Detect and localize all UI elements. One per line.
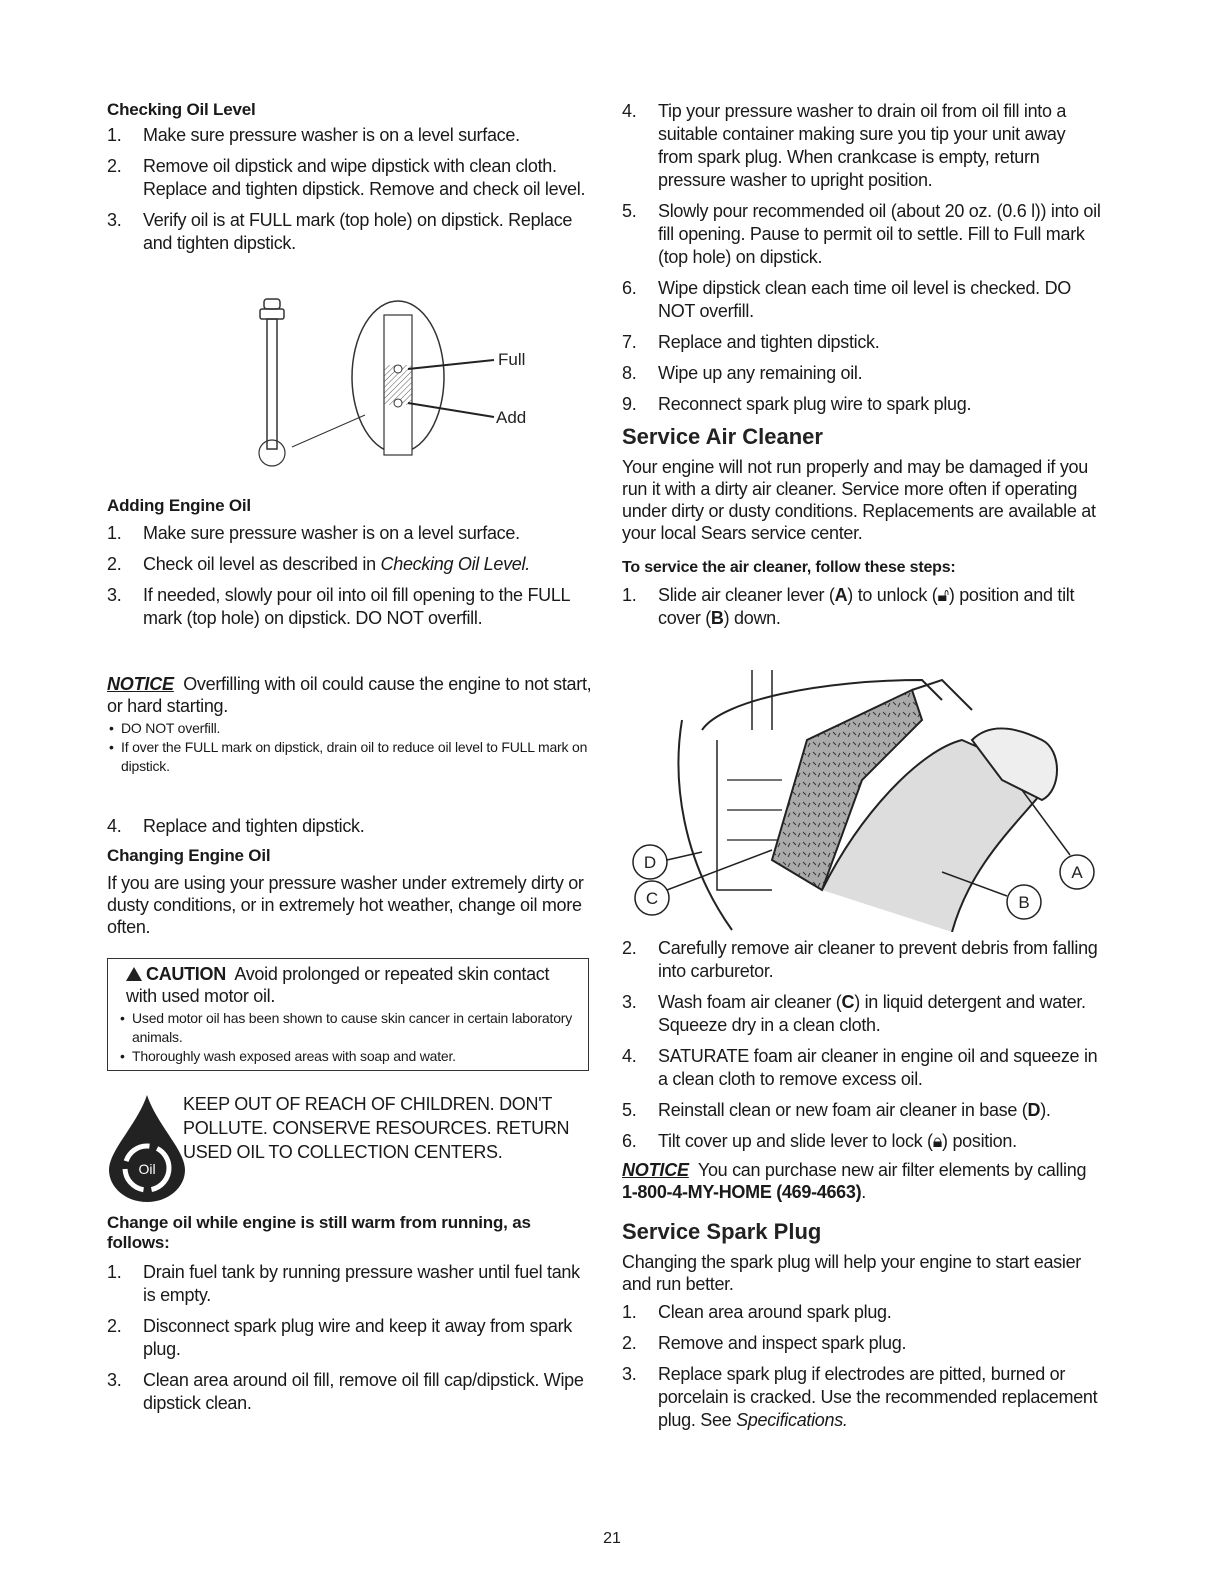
cross-reference: Specifications. (736, 1410, 848, 1430)
notice-section (107, 673, 592, 776)
step-number: 3. (107, 585, 122, 605)
warm-change-section (107, 1213, 592, 1423)
step-text: Replace and tighten dipstick. (143, 816, 365, 836)
caution-box (107, 958, 589, 1071)
add-label: Add (496, 408, 527, 427)
notice-label: NOTICE (622, 1160, 689, 1180)
step-text: Tilt cover up and slide lever to lock ( (658, 1131, 933, 1151)
full-label: Full (498, 350, 526, 369)
step-text: Slide air cleaner lever ( (658, 585, 835, 605)
list-item (622, 1332, 1104, 1355)
phone-number: 1-800-4-MY-HOME (469-4663) (622, 1182, 862, 1202)
notice-period: . (861, 1182, 866, 1202)
checking-steps (107, 124, 592, 255)
step-text: Reinstall clean or new foam air cleaner in base ( (658, 1100, 1028, 1120)
step-number: 1. (622, 1302, 637, 1322)
base-outline (679, 720, 732, 930)
step-number: 8. (622, 363, 637, 383)
part-ref-d: D (1027, 1100, 1041, 1120)
step-text: ). (1040, 1100, 1051, 1120)
step-text: Reconnect spark plug wire to spark plug. (658, 394, 972, 414)
cross-reference: Checking Oil Level. (380, 554, 530, 574)
step-number: 1. (107, 523, 122, 543)
list-item (622, 100, 1104, 192)
recycle-message (183, 1092, 583, 1164)
list-item (622, 1363, 1104, 1432)
changing-section (107, 815, 592, 938)
callout-b-label: B (1018, 893, 1030, 912)
list-item (107, 1315, 592, 1361)
step-text: Carefully remove air cleaner to prevent debris from falling into carburetor. (658, 938, 1098, 981)
step-number: 6. (622, 278, 637, 298)
list-item (622, 331, 1104, 354)
step-number: 4. (107, 816, 122, 836)
caution-bullets (118, 1009, 580, 1066)
step-text: Slowly pour recommended oil (about 20 oz. (0.6 l)) into oil fill opening. Pause to permit oil to settle. Fill to Full mark (top hole) on dipstick. (658, 201, 1101, 267)
air-cleaner-steps-heading: To service the air cleaner, follow these steps: (622, 559, 956, 576)
oil-icon-text: Oil (138, 1161, 156, 1177)
service-air-cleaner-heading: Service Air Cleaner (622, 424, 823, 449)
step-text: Tip your pressure washer to drain oil from oil fill into a suitable container making sure you tip your unit away from spark plug. When crankcase is empty, return pressure washer to upright position. (658, 101, 1067, 190)
callout-c-label: C (645, 889, 659, 908)
warning-triangle-icon (126, 967, 142, 981)
warm-change-heading: Change oil while engine is still warm from running, as follows: (107, 1213, 531, 1252)
dipstick-shaft (267, 319, 277, 449)
part-ref-a: A (834, 585, 848, 605)
dipstick-handle (264, 299, 280, 309)
dipstick-cap (260, 309, 284, 319)
air-cleaner-steps-continued (622, 937, 1104, 1440)
step-text: SATURATE foam air cleaner in engine oil and squeeze in a clean cloth to remove excess oil. (658, 1046, 1098, 1089)
callout-a-label: A (1071, 863, 1083, 882)
step-text: Drain fuel tank by running pressure washer until fuel tank is empty. (143, 1262, 580, 1305)
step-number: 1. (107, 125, 122, 145)
callout-d-label: D (643, 853, 657, 872)
step-text: ) down. (723, 608, 781, 628)
part-ref-b: B (710, 608, 724, 628)
adding-engine-oil-heading: Adding Engine Oil (107, 496, 251, 515)
list-item (622, 1045, 1104, 1091)
list-item: • Thoroughly wash exposed areas with soap and water. (118, 1047, 580, 1066)
air-cleaner-intro: Your engine will not run properly and may be damaged if you run it with a dirty air cleaner. Service more often if operating under dirty or dusty conditions. Replacements are available at your local Sears service center. (622, 457, 1096, 543)
left-column (107, 100, 592, 263)
step-text: Wipe dipstick clean each time oil level is checked. DO NOT overfill. (658, 278, 1071, 321)
step-number: 2. (107, 156, 122, 176)
step-number: 3. (622, 1364, 637, 1384)
step-text: Replace spark plug if electrodes are pitted, burned or porcelain is cracked. Use the recommended replacement plug. See (658, 1364, 1098, 1430)
list-item (107, 209, 592, 255)
unlock-icon: 🔓︎ (937, 585, 949, 605)
list-item (622, 584, 1104, 630)
list-item (107, 815, 592, 838)
list-item (622, 393, 1104, 416)
detail-pointer (292, 415, 365, 447)
step-text: Wipe up any remaining oil. (658, 363, 863, 383)
step-text: Replace and tighten dipstick. (658, 332, 880, 352)
step-text: Check oil level as described in (143, 554, 381, 574)
step-number: 7. (622, 332, 637, 352)
list-item (622, 1130, 1104, 1153)
step-text: ) to unlock ( (847, 585, 938, 605)
add-hole (394, 399, 402, 407)
step-text: If needed, slowly pour oil into oil fill opening to the FULL mark (top hole) on dipstick. DO NOT overfill. (143, 585, 570, 628)
list-item: • DO NOT overfill. (107, 719, 592, 738)
step-number: 5. (622, 201, 637, 221)
list-item (622, 1301, 1104, 1324)
step-text: Make sure pressure washer is on a level surface. (143, 523, 520, 543)
list-item (622, 277, 1104, 323)
step-text: Remove oil dipstick and wipe dipstick with clean cloth. Replace and tighten dipstick. Remove and check oil level. (143, 156, 586, 199)
step-number: 2. (622, 1333, 637, 1353)
step-number: 3. (622, 992, 637, 1012)
list-item (622, 362, 1104, 385)
step-number: 6. (622, 1131, 637, 1151)
step-number: 3. (107, 1370, 122, 1390)
step-text: ) in liquid detergent and water. Squeeze dry in a clean cloth. (658, 992, 1086, 1035)
dipstick-figure (250, 295, 540, 480)
notice-bullets (107, 719, 592, 776)
recycle-text: KEEP OUT OF REACH OF CHILDREN. DON'T POLLUTE. CONSERVE RESOURCES. RETURN USED OIL TO COLLECTION CENTERS. (183, 1094, 570, 1162)
part-ref-c: C (841, 992, 855, 1012)
oil-recycle-icon (107, 1090, 187, 1205)
step-text: Wash foam air cleaner ( (658, 992, 842, 1012)
full-arrow (408, 360, 494, 369)
full-hole (394, 365, 402, 373)
list-item (107, 155, 592, 201)
adding-section (107, 496, 592, 638)
step-number: 3. (107, 210, 122, 230)
list-item (107, 553, 592, 576)
step-text: ) position and tilt cover ( (658, 585, 1075, 628)
notice-label: NOTICE (107, 674, 174, 694)
lock-icon: 🔒︎ (932, 1131, 943, 1151)
step-number: 4. (622, 1046, 637, 1066)
step-number: 2. (622, 938, 637, 958)
list-item: • Used motor oil has been shown to cause skin cancer in certain laboratory animals. (118, 1009, 580, 1047)
step-text: Verify oil is at FULL mark (top hole) on dipstick. Replace and tighten dipstick. (143, 210, 573, 253)
step-number: 1. (622, 585, 637, 605)
list-item (107, 124, 592, 147)
step-number: 5. (622, 1100, 637, 1120)
list-item (622, 937, 1104, 983)
list-item (107, 522, 592, 545)
step-number: 9. (622, 394, 637, 414)
step-text: ) position. (942, 1131, 1017, 1151)
list-item (107, 1369, 592, 1415)
list-item (622, 1099, 1104, 1122)
oil-change-continued-steps (622, 100, 1104, 416)
step-text: Make sure pressure washer is on a level surface. (143, 125, 520, 145)
list-item (622, 991, 1104, 1037)
list-item (622, 200, 1104, 269)
step-number: 2. (107, 554, 122, 574)
list-item: • If over the FULL mark on dipstick, drain oil to reduce oil level to FULL mark on dipstick. (107, 738, 592, 776)
changing-engine-oil-heading: Changing Engine Oil (107, 846, 271, 865)
notice-text: Overfilling with oil could cause the engine to not start, or hard starting. (107, 674, 592, 716)
step-number: 2. (107, 1316, 122, 1336)
right-column (622, 100, 1104, 638)
step-text: Clean area around oil fill, remove oil fill cap/dipstick. Wipe dipstick clean. (143, 1370, 584, 1413)
checking-oil-level-heading: Checking Oil Level (107, 100, 256, 119)
notice-text: You can purchase new air filter elements by calling (697, 1160, 1087, 1180)
step-text: Remove and inspect spark plug. (658, 1333, 907, 1353)
step-number: 4. (622, 101, 637, 121)
caution-label: CAUTION (146, 964, 226, 984)
list-item (107, 1261, 592, 1307)
dipstick-tip-circle (259, 440, 285, 466)
air-cleaner-figure (622, 660, 1107, 932)
service-spark-plug-heading: Service Spark Plug (622, 1219, 822, 1244)
step-number: 1. (107, 1262, 122, 1282)
add-arrow (408, 403, 494, 417)
step-text: Disconnect spark plug wire and keep it away from spark plug. (143, 1316, 573, 1359)
caution-text: Avoid prolonged or repeated skin contact with used motor oil. (126, 964, 550, 1006)
changing-intro: If you are using your pressure washer under extremely dirty or dusty conditions, or in extremely hot weather, change oil more often. (107, 873, 584, 937)
list-item (107, 584, 592, 630)
page-number: 21 (603, 1530, 621, 1547)
spark-plug-intro: Changing the spark plug will help your engine to start easier and run better. (622, 1252, 1081, 1294)
step-text: Clean area around spark plug. (658, 1302, 892, 1322)
